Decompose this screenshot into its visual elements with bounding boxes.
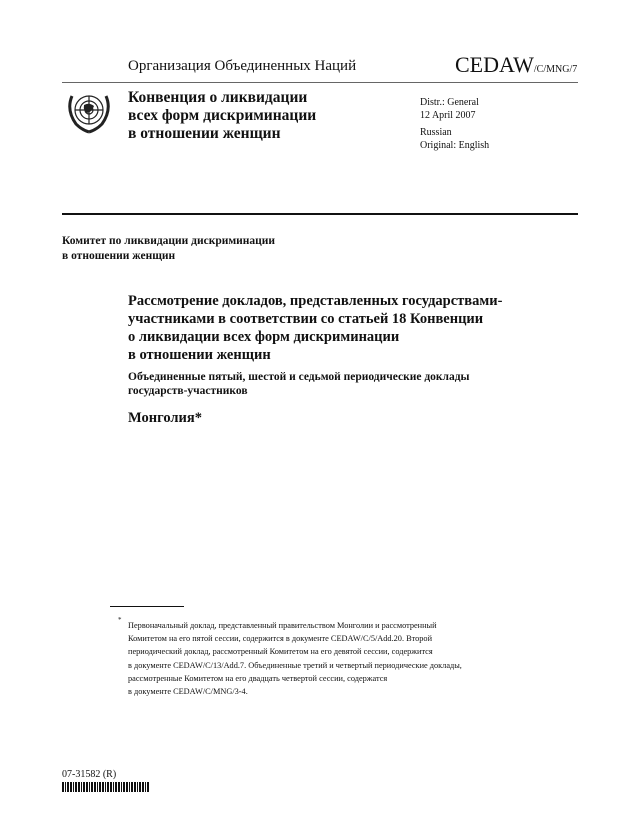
original-language: Original: English <box>420 140 490 151</box>
organization-name: Организация Объединенных Наций <box>128 58 357 74</box>
document-number: 07-31582 (R) <box>62 769 117 780</box>
convention-line: всех форм дискриминации <box>128 107 317 124</box>
convention-line: Конвенция о ликвидации <box>128 89 308 106</box>
subtitle-line: государств-участников <box>128 385 248 397</box>
footnote-line: Первоначальный доклад, представленный правительством Монголии и рассмотренный <box>128 621 437 630</box>
title-line: в отношении женщин <box>128 347 271 363</box>
footnote-line: в документе CEDAW/C/MNG/3-4. <box>128 687 248 697</box>
document-subtitle <box>128 370 470 398</box>
barcode-icon <box>62 782 150 792</box>
footnote-line: Комитетом на его пятой сессии, содержится в документе CEDAW/C/5/Add.20. Второй <box>128 634 433 644</box>
distribution-info <box>420 96 489 152</box>
symbol-main: CEDAW <box>455 52 534 77</box>
date: 12 April 2007 <box>420 110 476 121</box>
footnote-line: в документе CEDAW/C/13/Add.7. Объединенные третий и четвертый периодические доклады, <box>128 660 462 670</box>
title-line: о ликвидации всех форм дискриминации <box>128 329 400 345</box>
distr: Distr.: General <box>420 97 479 108</box>
language: Russian <box>420 127 452 138</box>
convention-title <box>128 89 316 143</box>
footnote-line: рассмотренные Комитетом на его двадцать четвертой сессии, содержатся <box>128 673 388 683</box>
document-title <box>128 292 502 364</box>
committee-line: в отношении женщин <box>62 250 176 262</box>
footnote-rule <box>110 606 184 607</box>
committee-line: Комитет по ликвидации дискриминации <box>62 235 276 247</box>
subtitle-line: Объединенные пятый, шестой и седьмой периодические доклады <box>128 371 470 383</box>
un-emblem-icon <box>64 88 114 136</box>
footnote-line: периодический доклад, рассмотренный Комитетом на его девятой сессии, содержится <box>128 647 433 657</box>
country-heading: Монголия* <box>128 410 202 426</box>
header-rule <box>62 82 578 83</box>
committee-name <box>62 234 275 264</box>
title-line: участниками в соответствии со статьей 18 Конвенции <box>128 311 484 327</box>
footnote-mark: * <box>118 616 122 624</box>
header-thick-rule <box>62 213 578 215</box>
convention-line: в отношении женщин <box>128 125 281 142</box>
footnote <box>128 619 462 698</box>
title-line: Рассмотрение докладов, представленных государствами- <box>128 293 503 309</box>
symbol-suffix: /C/MNG/7 <box>533 64 578 75</box>
document-symbol <box>455 52 577 78</box>
